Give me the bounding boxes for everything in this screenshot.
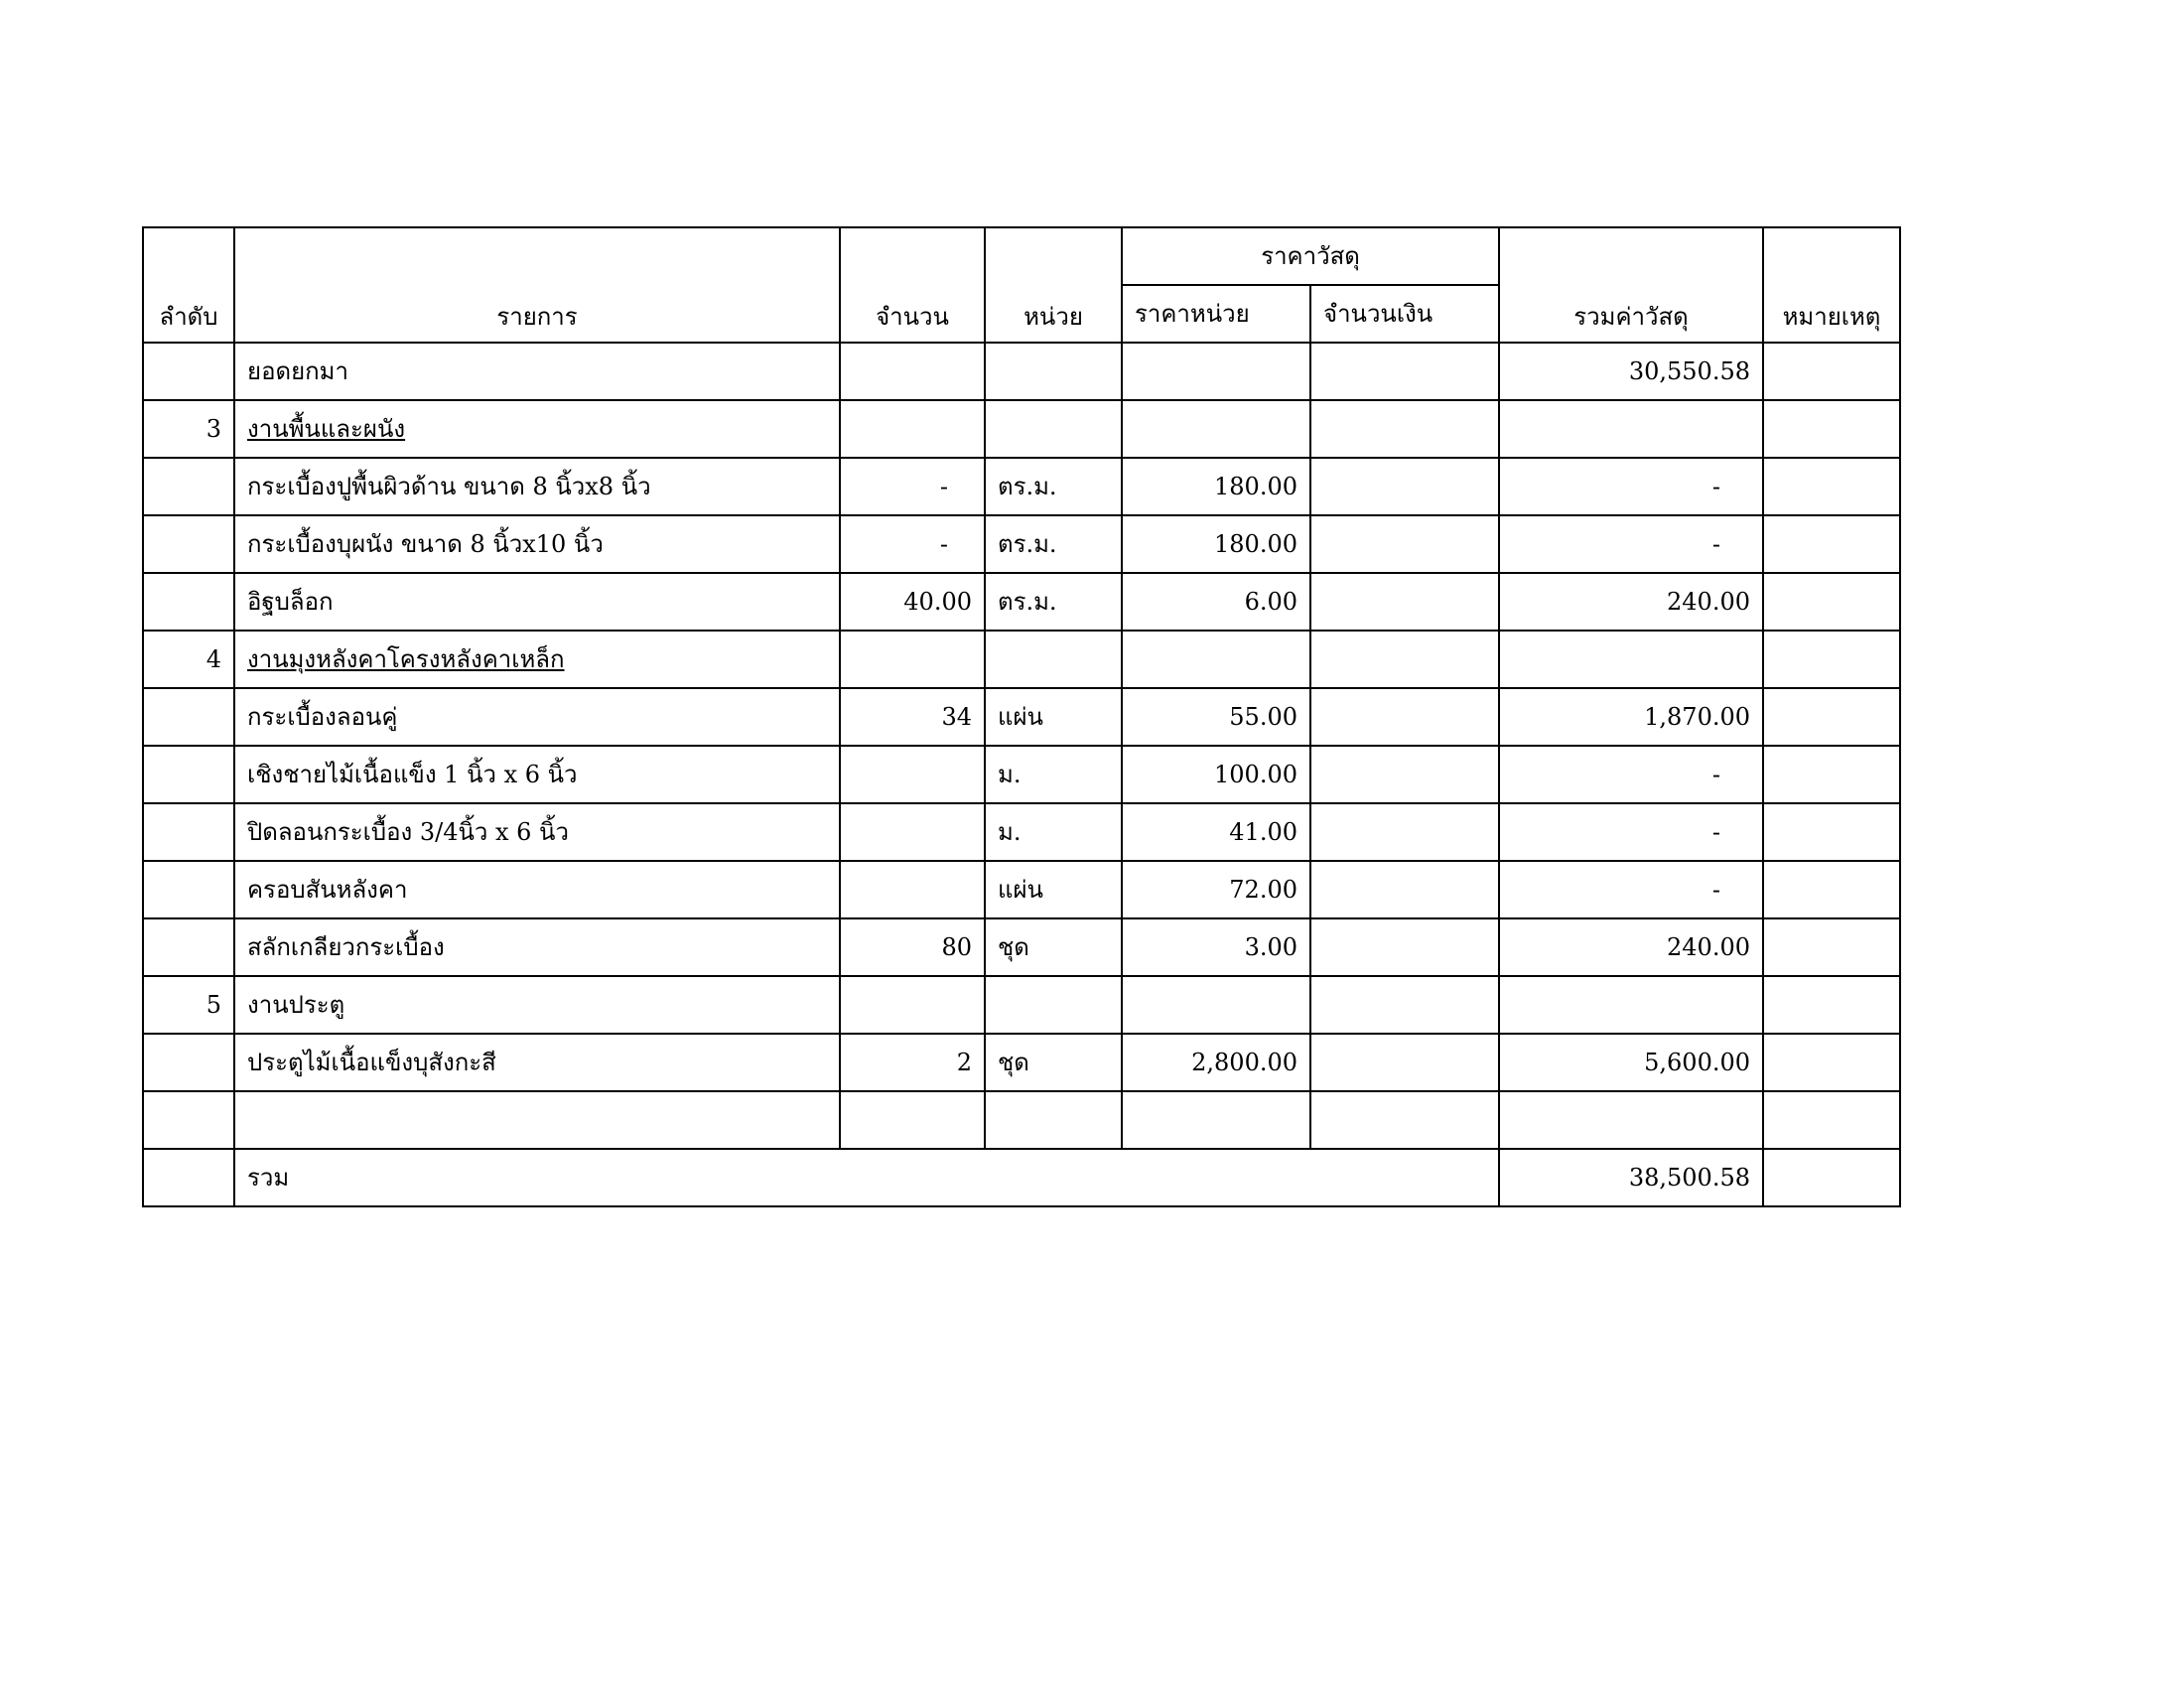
cell-no [143, 1034, 234, 1091]
table-row [143, 631, 1900, 688]
summary-total: 38,500.58 [1499, 1149, 1763, 1206]
cell-amount [1310, 515, 1499, 573]
cell-item: อิฐบล็อก [234, 573, 840, 631]
cell-qty: 34 [840, 688, 985, 746]
cell-unit-price: 72.00 [1122, 861, 1310, 918]
cell-amount [1310, 573, 1499, 631]
cell-unit-price [1122, 400, 1310, 458]
cell-unit: แผ่น [985, 688, 1122, 746]
cell-total-material: 240.00 [1499, 573, 1763, 631]
cell-qty [840, 631, 985, 688]
cell-unit [985, 400, 1122, 458]
cell-note [1763, 631, 1900, 688]
cell-unit: แผ่น [985, 861, 1122, 918]
cell-unit [985, 631, 1122, 688]
cell-no: 3 [143, 400, 234, 458]
header-no: ลำดับ [143, 227, 234, 343]
header-amount: จำนวนเงิน [1310, 285, 1499, 343]
cell-qty [840, 976, 985, 1034]
cell-no [143, 1091, 234, 1149]
table-row [143, 688, 1900, 746]
cell-note [1763, 400, 1900, 458]
summary-label: รวม [234, 1149, 1499, 1206]
cell-unit-price: 100.00 [1122, 746, 1310, 803]
cell-total-material: 1,870.00 [1499, 688, 1763, 746]
cell-qty [840, 803, 985, 861]
cell-qty: 80 [840, 918, 985, 976]
table-row [143, 1091, 1900, 1149]
cell-amount [1310, 1034, 1499, 1091]
header-item: รายการ [234, 227, 840, 343]
cell-item: งานประตู [234, 976, 840, 1034]
cell-item: กระเบื้องปูพื้นผิวด้าน ขนาด 8 นิ้วx8 นิ้ว [234, 458, 840, 515]
cell-qty [840, 343, 985, 400]
header-unit: หน่วย [985, 227, 1122, 343]
carry-forward-label: ยอดยกมา [234, 343, 840, 400]
cell-total-material: 5,600.00 [1499, 1034, 1763, 1091]
header-qty: จำนวน [840, 227, 985, 343]
cell-no: 4 [143, 631, 234, 688]
cell-amount [1310, 343, 1499, 400]
cell-unit: ม. [985, 746, 1122, 803]
cell-note [1763, 515, 1900, 573]
cell-unit [985, 1091, 1122, 1149]
cell-item [234, 1091, 840, 1149]
cell-amount [1310, 918, 1499, 976]
cell-unit-price: 6.00 [1122, 573, 1310, 631]
cell-note [1763, 573, 1900, 631]
cell-no [143, 803, 234, 861]
cell-no [143, 746, 234, 803]
cell-no [143, 1149, 234, 1206]
cell-no [143, 918, 234, 976]
cell-note [1763, 861, 1900, 918]
cell-note [1763, 976, 1900, 1034]
cell-qty: 2 [840, 1034, 985, 1091]
cell-total-material: - [1499, 861, 1763, 918]
cell-unit [985, 343, 1122, 400]
cell-unit-price [1122, 976, 1310, 1034]
cell-note [1763, 1034, 1900, 1091]
table-row [143, 976, 1900, 1034]
cell-qty: - [840, 458, 985, 515]
table-row [143, 918, 1900, 976]
cell-total-material [1499, 631, 1763, 688]
cell-unit: ตร.ม. [985, 515, 1122, 573]
cell-amount [1310, 803, 1499, 861]
cell-total-material [1499, 400, 1763, 458]
cell-unit: ตร.ม. [985, 458, 1122, 515]
cell-unit-price: 55.00 [1122, 688, 1310, 746]
cell-qty [840, 1091, 985, 1149]
cell-no: 5 [143, 976, 234, 1034]
cell-price [1122, 343, 1310, 400]
summary-row [143, 1149, 1900, 1206]
cell-amount [1310, 458, 1499, 515]
cell-unit: ม. [985, 803, 1122, 861]
cell-no [143, 343, 234, 400]
cell-unit-price [1122, 1091, 1310, 1149]
cell-note [1763, 343, 1900, 400]
cell-item: งานพื้นและผนัง [234, 400, 840, 458]
cell-item: ครอบสันหลังคา [234, 861, 840, 918]
table-row [143, 573, 1900, 631]
header-unit-price: ราคาหน่วย [1122, 285, 1310, 343]
cell-total-material [1499, 1091, 1763, 1149]
cell-note [1763, 746, 1900, 803]
cell-note [1763, 688, 1900, 746]
table-row [143, 400, 1900, 458]
cell-no [143, 458, 234, 515]
cell-unit: ชุด [985, 1034, 1122, 1091]
cell-total-material: - [1499, 458, 1763, 515]
cell-item: งานมุงหลังคาโครงหลังคาเหล็ก [234, 631, 840, 688]
cell-item: กระเบื้องบุผนัง ขนาด 8 นิ้วx10 นิ้ว [234, 515, 840, 573]
cell-amount [1310, 746, 1499, 803]
cell-amount [1310, 861, 1499, 918]
cell-note [1763, 803, 1900, 861]
table-row [143, 458, 1900, 515]
header-material-price: ราคาวัสดุ [1122, 227, 1499, 285]
cell-amount [1310, 976, 1499, 1034]
cell-qty: 40.00 [840, 573, 985, 631]
cell-amount [1310, 688, 1499, 746]
carry-forward-row [143, 343, 1900, 400]
cell-qty [840, 861, 985, 918]
cell-no [143, 515, 234, 573]
cell-item: ประตูไม้เนื้อแข็งบุสังกะสี [234, 1034, 840, 1091]
cell-total-material: - [1499, 803, 1763, 861]
cell-unit: ตร.ม. [985, 573, 1122, 631]
cell-qty [840, 400, 985, 458]
cell-amount [1310, 400, 1499, 458]
carry-forward-total: 30,550.58 [1499, 343, 1763, 400]
cell-unit [985, 976, 1122, 1034]
cell-no [143, 688, 234, 746]
cell-unit-price [1122, 631, 1310, 688]
header-row-top [143, 227, 1900, 285]
cell-total-material: 240.00 [1499, 918, 1763, 976]
cell-item: กระเบื้องลอนคู่ [234, 688, 840, 746]
cell-unit: ชุด [985, 918, 1122, 976]
cell-amount [1310, 631, 1499, 688]
materials-cost-table [142, 226, 1901, 1207]
header-note: หมายเหตุ [1763, 227, 1900, 343]
cell-item: ปิดลอนกระเบื้อง 3/4นิ้ว x 6 นิ้ว [234, 803, 840, 861]
cell-item: สลักเกลียวกระเบื้อง [234, 918, 840, 976]
cell-no [143, 573, 234, 631]
cell-note [1763, 1149, 1900, 1206]
cell-unit-price: 3.00 [1122, 918, 1310, 976]
header-total-material: รวมค่าวัสดุ [1499, 227, 1763, 343]
table-row [143, 1034, 1900, 1091]
cell-note [1763, 1091, 1900, 1149]
cell-unit-price: 2,800.00 [1122, 1034, 1310, 1091]
table-row [143, 746, 1900, 803]
cell-item: เชิงชายไม้เนื้อแข็ง 1 นิ้ว x 6 นิ้ว [234, 746, 840, 803]
table-row [143, 861, 1900, 918]
cell-total-material: - [1499, 515, 1763, 573]
cell-total-material: - [1499, 746, 1763, 803]
table-body [143, 343, 1900, 1149]
table-row [143, 515, 1900, 573]
table-row [143, 803, 1900, 861]
cell-unit-price: 180.00 [1122, 515, 1310, 573]
cell-note [1763, 918, 1900, 976]
cell-amount [1310, 1091, 1499, 1149]
cell-no [143, 861, 234, 918]
cell-unit-price: 41.00 [1122, 803, 1310, 861]
cell-qty: - [840, 515, 985, 573]
cell-qty [840, 746, 985, 803]
cell-unit-price: 180.00 [1122, 458, 1310, 515]
cell-total-material [1499, 976, 1763, 1034]
cell-note [1763, 458, 1900, 515]
